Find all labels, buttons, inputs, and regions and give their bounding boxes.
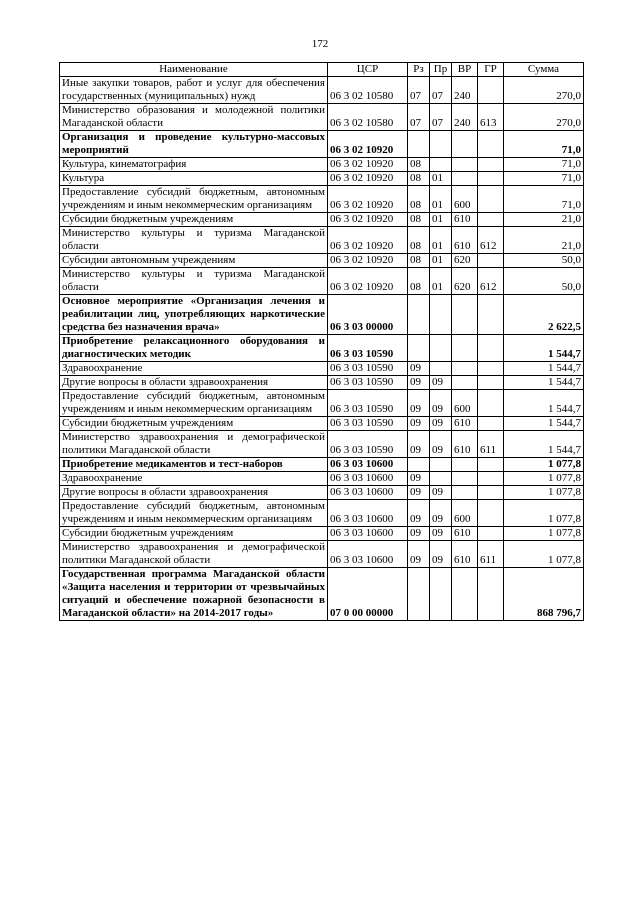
- row-vr: 610: [452, 431, 478, 458]
- header-vr: ВР: [452, 63, 478, 77]
- row-name: Здравоохранение: [60, 362, 328, 376]
- row-rz: 08: [408, 213, 430, 227]
- row-name: Приобретение релаксационного оборудования и диагностических методик: [60, 335, 328, 362]
- row-sum: 270,0: [504, 104, 584, 131]
- row-name: Министерство культуры и туризма Магаданской области: [60, 268, 328, 295]
- row-csr: 06 3 02 10920: [328, 131, 408, 158]
- row-name: Министерство образования и молодежной политики Магаданской области: [60, 104, 328, 131]
- row-name: Предоставление субсидий бюджетным, автономным учреждениям и иным некоммерческим организациям: [60, 390, 328, 417]
- row-name: Субсидии бюджетным учреждениям: [60, 417, 328, 431]
- row-sum: 1 077,8: [504, 458, 584, 472]
- row-name: Иные закупки товаров, работ и услуг для обеспечения государственных (муниципальных) нужд: [60, 77, 328, 104]
- table-row: [60, 431, 584, 458]
- row-vr: 610: [452, 213, 478, 227]
- table-row: [60, 362, 584, 376]
- table-row: [60, 500, 584, 527]
- row-rz: 08: [408, 254, 430, 268]
- row-sum: 21,0: [504, 227, 584, 254]
- row-pr: [430, 458, 452, 472]
- row-gr: [478, 335, 504, 362]
- table-row: [60, 376, 584, 390]
- table-row: [60, 186, 584, 213]
- table-row: [60, 213, 584, 227]
- row-gr: [478, 472, 504, 486]
- table-row: [60, 104, 584, 131]
- row-name: Организация и проведение культурно-массовых мероприятий: [60, 131, 328, 158]
- row-vr: 600: [452, 186, 478, 213]
- page-number: 172: [311, 38, 329, 50]
- header-name: Наименование: [60, 63, 328, 77]
- row-rz: [408, 568, 430, 621]
- row-csr: 06 3 03 10600: [328, 486, 408, 500]
- row-sum: 1 077,8: [504, 486, 584, 500]
- row-csr: 06 3 02 10920: [328, 158, 408, 172]
- row-gr: [478, 417, 504, 431]
- row-csr: 06 3 02 10920: [328, 213, 408, 227]
- row-sum: 1 077,8: [504, 541, 584, 568]
- row-rz: 07: [408, 77, 430, 104]
- row-vr: 600: [452, 500, 478, 527]
- row-pr: 09: [430, 527, 452, 541]
- row-vr: [452, 376, 478, 390]
- row-csr: 06 3 02 10580: [328, 104, 408, 131]
- row-csr: 06 3 02 10920: [328, 172, 408, 186]
- row-sum: 1 544,7: [504, 335, 584, 362]
- row-sum: 1 544,7: [504, 431, 584, 458]
- row-gr: [478, 458, 504, 472]
- row-pr: 09: [430, 376, 452, 390]
- row-sum: 1 544,7: [504, 390, 584, 417]
- row-rz: 09: [408, 376, 430, 390]
- row-pr: [430, 568, 452, 621]
- table-row: [60, 172, 584, 186]
- row-sum: 21,0: [504, 213, 584, 227]
- row-rz: [408, 131, 430, 158]
- row-name: Министерство культуры и туризма Магаданской области: [60, 227, 328, 254]
- row-sum: 71,0: [504, 158, 584, 172]
- header-rz: Рз: [408, 63, 430, 77]
- row-gr: [478, 186, 504, 213]
- row-name: Основное мероприятие «Организация лечения и реабилитации лиц, употребляющих наркотические средства без назначения врача»: [60, 295, 328, 335]
- row-rz: 09: [408, 431, 430, 458]
- row-vr: 610: [452, 417, 478, 431]
- row-vr: 610: [452, 227, 478, 254]
- row-gr: [478, 568, 504, 621]
- budget-table: [59, 62, 584, 621]
- row-name: Государственная программа Магаданской области «Защита населения и территории от чрезвычайных ситуаций и обеспечение пожарной безопасности в Магаданской области» на 2014-2017 годы»: [60, 568, 328, 621]
- table-row: [60, 472, 584, 486]
- table-row: [60, 158, 584, 172]
- table-row: [60, 568, 584, 621]
- row-gr: [478, 486, 504, 500]
- row-sum: 1 077,8: [504, 527, 584, 541]
- row-rz: 09: [408, 500, 430, 527]
- row-sum: 71,0: [504, 186, 584, 213]
- row-vr: [452, 335, 478, 362]
- row-gr: 612: [478, 268, 504, 295]
- row-sum: 1 077,8: [504, 472, 584, 486]
- table-row: [60, 541, 584, 568]
- row-csr: 06 3 02 10580: [328, 77, 408, 104]
- row-pr: 01: [430, 172, 452, 186]
- row-name: Предоставление субсидий бюджетным, автономным учреждениям и иным некоммерческим организациям: [60, 186, 328, 213]
- row-csr: 06 3 02 10920: [328, 268, 408, 295]
- row-pr: 01: [430, 254, 452, 268]
- row-csr: 06 3 03 10600: [328, 472, 408, 486]
- row-name: Культура, кинематография: [60, 158, 328, 172]
- row-name: Предоставление субсидий бюджетным, автономным учреждениям и иным некоммерческим организациям: [60, 500, 328, 527]
- row-pr: [430, 335, 452, 362]
- row-csr: 06 3 03 10590: [328, 390, 408, 417]
- row-rz: 09: [408, 390, 430, 417]
- row-csr: 06 3 03 10600: [328, 458, 408, 472]
- table-row: [60, 335, 584, 362]
- row-gr: [478, 131, 504, 158]
- table-header-row: [60, 63, 584, 77]
- row-vr: [452, 131, 478, 158]
- table-row: [60, 527, 584, 541]
- header-csr: ЦСР: [328, 63, 408, 77]
- table-row: [60, 458, 584, 472]
- header-gr: ГР: [478, 63, 504, 77]
- row-rz: [408, 458, 430, 472]
- row-sum: 50,0: [504, 254, 584, 268]
- row-pr: [430, 131, 452, 158]
- row-rz: [408, 335, 430, 362]
- row-sum: 1 544,7: [504, 362, 584, 376]
- row-rz: [408, 295, 430, 335]
- row-csr: 07 0 00 00000: [328, 568, 408, 621]
- row-vr: 620: [452, 254, 478, 268]
- row-csr: 06 3 03 10600: [328, 500, 408, 527]
- row-sum: 71,0: [504, 131, 584, 158]
- row-csr: 06 3 03 10600: [328, 541, 408, 568]
- row-rz: 09: [408, 527, 430, 541]
- row-rz: 09: [408, 486, 430, 500]
- row-vr: [452, 472, 478, 486]
- row-sum: 1 544,7: [504, 417, 584, 431]
- row-gr: [478, 390, 504, 417]
- table-row: [60, 254, 584, 268]
- row-csr: 06 3 03 10590: [328, 417, 408, 431]
- row-sum: 50,0: [504, 268, 584, 295]
- row-vr: [452, 568, 478, 621]
- row-pr: 09: [430, 486, 452, 500]
- row-rz: 09: [408, 417, 430, 431]
- row-csr: 06 3 03 10590: [328, 335, 408, 362]
- table-row: [60, 131, 584, 158]
- row-pr: [430, 158, 452, 172]
- row-vr: 610: [452, 527, 478, 541]
- row-csr: 06 3 03 10590: [328, 362, 408, 376]
- row-name: Министерство здравоохранения и демографической политики Магаданской области: [60, 431, 328, 458]
- row-pr: [430, 295, 452, 335]
- row-pr: 09: [430, 390, 452, 417]
- row-pr: [430, 472, 452, 486]
- row-rz: 08: [408, 158, 430, 172]
- row-name: Субсидии автономным учреждениям: [60, 254, 328, 268]
- table-row: [60, 77, 584, 104]
- row-pr: 09: [430, 431, 452, 458]
- row-gr: 611: [478, 541, 504, 568]
- row-gr: [478, 376, 504, 390]
- row-sum: 270,0: [504, 77, 584, 104]
- row-gr: [478, 362, 504, 376]
- row-pr: 01: [430, 213, 452, 227]
- row-vr: 240: [452, 77, 478, 104]
- row-pr: 09: [430, 541, 452, 568]
- row-gr: [478, 500, 504, 527]
- row-vr: [452, 172, 478, 186]
- row-sum: 2 622,5: [504, 295, 584, 335]
- row-vr: [452, 458, 478, 472]
- row-name: Субсидии бюджетным учреждениям: [60, 213, 328, 227]
- row-pr: 07: [430, 77, 452, 104]
- row-csr: 06 3 02 10920: [328, 186, 408, 213]
- row-sum: 71,0: [504, 172, 584, 186]
- row-gr: [478, 527, 504, 541]
- row-gr: [478, 158, 504, 172]
- table-row: [60, 295, 584, 335]
- table-row: [60, 486, 584, 500]
- row-gr: 612: [478, 227, 504, 254]
- header-pr: Пр: [430, 63, 452, 77]
- row-pr: 01: [430, 186, 452, 213]
- row-vr: [452, 486, 478, 500]
- table-row: [60, 268, 584, 295]
- row-csr: 06 3 03 00000: [328, 295, 408, 335]
- row-rz: 09: [408, 362, 430, 376]
- row-rz: 09: [408, 541, 430, 568]
- row-rz: 08: [408, 227, 430, 254]
- row-rz: 07: [408, 104, 430, 131]
- row-gr: 613: [478, 104, 504, 131]
- row-rz: 08: [408, 172, 430, 186]
- table-row: [60, 417, 584, 431]
- row-gr: [478, 254, 504, 268]
- row-rz: 08: [408, 268, 430, 295]
- row-pr: 01: [430, 227, 452, 254]
- row-pr: 09: [430, 417, 452, 431]
- row-gr: [478, 295, 504, 335]
- row-name: Министерство здравоохранения и демографической политики Магаданской области: [60, 541, 328, 568]
- row-sum: 868 796,7: [504, 568, 584, 621]
- row-name: Приобретение медикаментов и тест-наборов: [60, 458, 328, 472]
- row-vr: [452, 158, 478, 172]
- row-name: Культура: [60, 172, 328, 186]
- row-csr: 06 3 03 10600: [328, 527, 408, 541]
- row-gr: [478, 172, 504, 186]
- row-csr: 06 3 03 10590: [328, 376, 408, 390]
- row-pr: 01: [430, 268, 452, 295]
- row-csr: 06 3 03 10590: [328, 431, 408, 458]
- row-gr: [478, 213, 504, 227]
- table-row: [60, 390, 584, 417]
- header-sum: Сумма: [504, 63, 584, 77]
- row-gr: 611: [478, 431, 504, 458]
- row-vr: 610: [452, 541, 478, 568]
- row-pr: 09: [430, 500, 452, 527]
- row-name: Другие вопросы в области здравоохранения: [60, 376, 328, 390]
- row-name: Другие вопросы в области здравоохранения: [60, 486, 328, 500]
- row-sum: 1 544,7: [504, 376, 584, 390]
- row-vr: [452, 295, 478, 335]
- row-vr: 240: [452, 104, 478, 131]
- row-rz: 08: [408, 186, 430, 213]
- row-name: Здравоохранение: [60, 472, 328, 486]
- row-vr: [452, 362, 478, 376]
- row-pr: [430, 362, 452, 376]
- row-pr: 07: [430, 104, 452, 131]
- row-csr: 06 3 02 10920: [328, 227, 408, 254]
- row-vr: 620: [452, 268, 478, 295]
- table-row: [60, 227, 584, 254]
- row-sum: 1 077,8: [504, 500, 584, 527]
- row-csr: 06 3 02 10920: [328, 254, 408, 268]
- row-rz: 09: [408, 472, 430, 486]
- row-gr: [478, 77, 504, 104]
- row-vr: 600: [452, 390, 478, 417]
- row-name: Субсидии бюджетным учреждениям: [60, 527, 328, 541]
